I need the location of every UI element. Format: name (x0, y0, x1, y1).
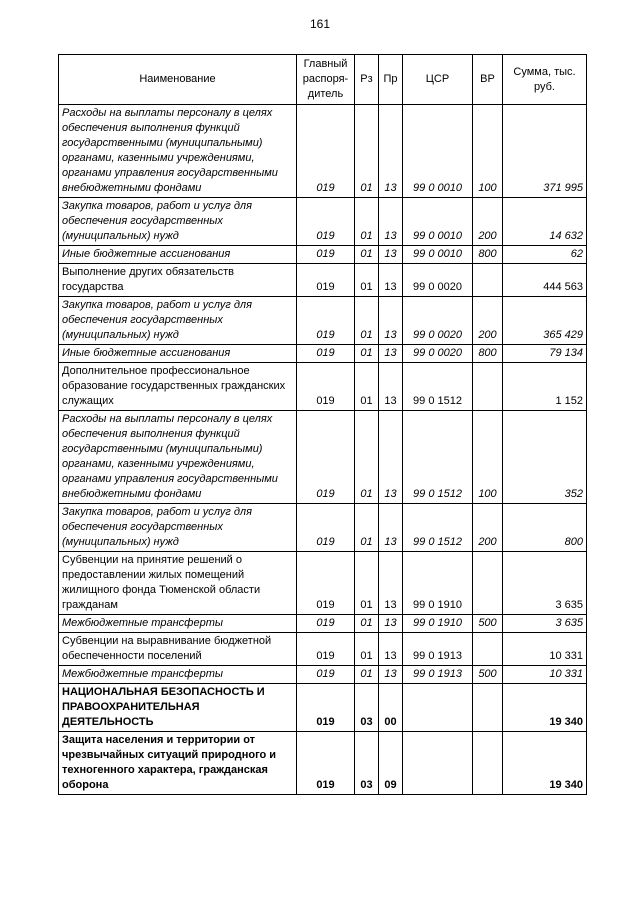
cell-pr: 13 (379, 198, 403, 246)
cell-vr: 500 (473, 666, 503, 684)
cell-admin: 019 (297, 411, 355, 504)
cell-rz: 01 (355, 105, 379, 198)
cell-pr: 13 (379, 345, 403, 363)
cell-pr: 13 (379, 504, 403, 552)
cell-rz: 01 (355, 666, 379, 684)
budget-table (58, 54, 587, 795)
cell-name: Субвенции на выравнивание бюджетной обеспеченности поселений (59, 633, 297, 666)
cell-admin: 019 (297, 345, 355, 363)
table-row (59, 615, 587, 633)
cell-pr: 13 (379, 297, 403, 345)
cell-name: Расходы на выплаты персоналу в целях обеспечения выполнения функций государственными (муниципальными) органами, казенными учреждениями, органами управления государственными внебюджетными фондами (59, 411, 297, 504)
cell-sum: 79 134 (503, 345, 587, 363)
header-csr: ЦСР (403, 55, 473, 105)
cell-pr: 00 (379, 684, 403, 732)
cell-name: Субвенции на принятие решений о предоставлении жилых помещений жилищного фонда Тюменской области гражданам (59, 552, 297, 615)
cell-vr: 200 (473, 504, 503, 552)
table-row (59, 732, 587, 795)
cell-sum: 19 340 (503, 732, 587, 795)
cell-name: Межбюджетные трансферты (59, 615, 297, 633)
cell-csr: 99 0 1913 (403, 633, 473, 666)
cell-pr: 13 (379, 633, 403, 666)
cell-csr (403, 732, 473, 795)
cell-csr: 99 0 1910 (403, 552, 473, 615)
cell-admin: 019 (297, 504, 355, 552)
cell-rz: 01 (355, 264, 379, 297)
cell-sum: 3 635 (503, 552, 587, 615)
cell-name: Закупка товаров, работ и услуг для обеспечения государственных (муниципальных) нужд (59, 504, 297, 552)
header-name: Наименование (59, 55, 297, 105)
cell-vr: 100 (473, 411, 503, 504)
cell-name: Выполнение других обязательств государства (59, 264, 297, 297)
header-sum: Сумма, тыс. руб. (503, 55, 587, 105)
table-row (59, 345, 587, 363)
cell-sum: 19 340 (503, 684, 587, 732)
cell-pr: 13 (379, 105, 403, 198)
cell-pr: 13 (379, 363, 403, 411)
header-rz: Рз (355, 55, 379, 105)
cell-admin: 019 (297, 246, 355, 264)
table-row (59, 411, 587, 504)
cell-rz: 01 (355, 363, 379, 411)
cell-rz: 03 (355, 684, 379, 732)
table-row (59, 666, 587, 684)
cell-vr (473, 363, 503, 411)
cell-admin: 019 (297, 633, 355, 666)
cell-vr (473, 633, 503, 666)
cell-name: Закупка товаров, работ и услуг для обеспечения государственных (муниципальных) нужд (59, 297, 297, 345)
cell-sum: 14 632 (503, 198, 587, 246)
table-row (59, 363, 587, 411)
cell-csr (403, 684, 473, 732)
cell-sum: 800 (503, 504, 587, 552)
cell-pr: 13 (379, 615, 403, 633)
table-row (59, 198, 587, 246)
header-row (59, 55, 587, 105)
cell-rz: 01 (355, 297, 379, 345)
cell-sum: 371 995 (503, 105, 587, 198)
cell-admin: 019 (297, 684, 355, 732)
cell-vr (473, 684, 503, 732)
cell-csr: 99 0 0020 (403, 297, 473, 345)
cell-vr: 800 (473, 246, 503, 264)
cell-sum: 444 563 (503, 264, 587, 297)
cell-rz: 01 (355, 504, 379, 552)
cell-rz: 01 (355, 615, 379, 633)
cell-admin: 019 (297, 552, 355, 615)
cell-vr (473, 732, 503, 795)
cell-pr: 09 (379, 732, 403, 795)
table-row (59, 552, 587, 615)
header-pr: Пр (379, 55, 403, 105)
cell-vr: 800 (473, 345, 503, 363)
cell-vr (473, 264, 503, 297)
cell-rz: 01 (355, 198, 379, 246)
cell-csr: 99 0 1512 (403, 363, 473, 411)
cell-sum: 10 331 (503, 633, 587, 666)
cell-sum: 365 429 (503, 297, 587, 345)
cell-pr: 13 (379, 552, 403, 615)
cell-sum: 62 (503, 246, 587, 264)
cell-sum: 352 (503, 411, 587, 504)
cell-rz: 01 (355, 345, 379, 363)
table-row (59, 684, 587, 732)
cell-admin: 019 (297, 615, 355, 633)
table-body (59, 105, 587, 795)
cell-sum: 10 331 (503, 666, 587, 684)
header-vr: ВР (473, 55, 503, 105)
cell-csr: 99 0 0010 (403, 246, 473, 264)
cell-csr: 99 0 0010 (403, 105, 473, 198)
table-row (59, 246, 587, 264)
cell-admin: 019 (297, 105, 355, 198)
cell-admin: 019 (297, 198, 355, 246)
cell-admin: 019 (297, 666, 355, 684)
header-admin: Главный распоря-дитель (297, 55, 355, 105)
cell-pr: 13 (379, 411, 403, 504)
cell-sum: 3 635 (503, 615, 587, 633)
cell-sum: 1 152 (503, 363, 587, 411)
cell-csr: 99 0 1512 (403, 411, 473, 504)
cell-csr: 99 0 0020 (403, 345, 473, 363)
cell-rz: 03 (355, 732, 379, 795)
cell-admin: 019 (297, 363, 355, 411)
cell-rz: 01 (355, 246, 379, 264)
table-row (59, 504, 587, 552)
cell-rz: 01 (355, 552, 379, 615)
cell-name: Иные бюджетные ассигнования (59, 345, 297, 363)
table-row (59, 105, 587, 198)
cell-vr: 200 (473, 297, 503, 345)
cell-csr: 99 0 1910 (403, 615, 473, 633)
cell-name: Иные бюджетные ассигнования (59, 246, 297, 264)
cell-vr: 200 (473, 198, 503, 246)
cell-name: Закупка товаров, работ и услуг для обеспечения государственных (муниципальных) нужд (59, 198, 297, 246)
cell-csr: 99 0 0020 (403, 264, 473, 297)
page-number: 161 (309, 17, 331, 31)
cell-pr: 13 (379, 264, 403, 297)
cell-pr: 13 (379, 246, 403, 264)
cell-vr: 100 (473, 105, 503, 198)
cell-csr: 99 0 1512 (403, 504, 473, 552)
cell-vr (473, 552, 503, 615)
cell-vr: 500 (473, 615, 503, 633)
cell-csr: 99 0 1913 (403, 666, 473, 684)
cell-name: Защита населения и территории от чрезвычайных ситуаций природного и техногенного характера, гражданская оборона (59, 732, 297, 795)
cell-pr: 13 (379, 666, 403, 684)
cell-rz: 01 (355, 411, 379, 504)
cell-csr: 99 0 0010 (403, 198, 473, 246)
table-row (59, 633, 587, 666)
cell-admin: 019 (297, 732, 355, 795)
cell-name: Межбюджетные трансферты (59, 666, 297, 684)
cell-admin: 019 (297, 297, 355, 345)
cell-rz: 01 (355, 633, 379, 666)
table-row (59, 264, 587, 297)
cell-name: НАЦИОНАЛЬНАЯ БЕЗОПАСНОСТЬ И ПРАВООХРАНИТЕЛЬНАЯ ДЕЯТЕЛЬНОСТЬ (59, 684, 297, 732)
cell-admin: 019 (297, 264, 355, 297)
cell-name: Дополнительное профессиональное образование государственных гражданских служащих (59, 363, 297, 411)
cell-name: Расходы на выплаты персоналу в целях обеспечения выполнения функций государственными (муниципальными) органами, казенными учреждениями, органами управления государственными внебюджетными фондами (59, 105, 297, 198)
table-row (59, 297, 587, 345)
